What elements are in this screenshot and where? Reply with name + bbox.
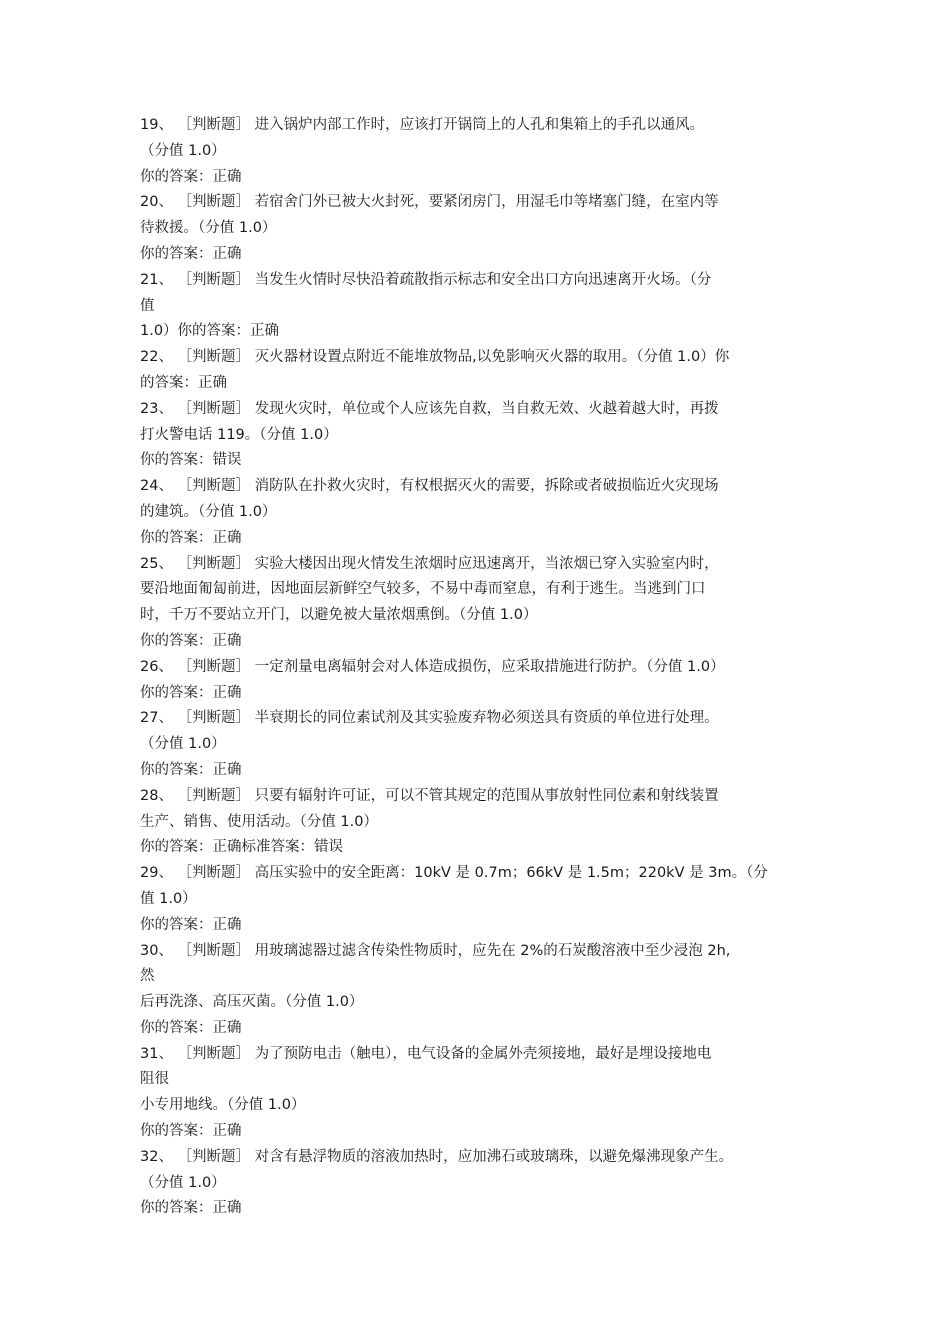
answer-line: 你的答案：正确 bbox=[140, 916, 242, 933]
text-line: 小专用地线。（分值 1.0） bbox=[140, 1097, 306, 1114]
text-line: 25、 ［判断题］ 实验大楼因出现火情发生浓烟时应迅速离开，当浓烟已穿入实验室内时， bbox=[140, 555, 719, 572]
answer-line: 你的答案：正确 bbox=[140, 684, 242, 701]
text-line: 31、 ［判断题］ 为了预防电击（触电），电气设备的金属外壳须接地，最好是埋设接地电 bbox=[140, 1045, 712, 1062]
answer-line: 的答案：正确 bbox=[140, 374, 227, 391]
text-line: 26、 ［判断题］ 一定剂量电离辐射会对人体造成损伤，应采取措施进行防护。（分值 1.0） bbox=[140, 658, 725, 675]
text-line: 的建筑。（分值 1.0） bbox=[140, 503, 277, 520]
answer-line: 你的答案：正确 bbox=[140, 761, 242, 778]
text-line: 32、 ［判断题］ 对含有悬浮物质的溶液加热时，应加沸石或玻璃珠，以避免爆沸现象产生。 bbox=[140, 1148, 734, 1165]
text-line: 24、 ［判断题］ 消防队在扑救火灾时，有权根据灭火的需要，拆除或者破损临近火灾现场 bbox=[140, 478, 719, 495]
text-line: 28、 ［判断题］ 只要有辐射许可证，可以不管其规定的范围从事放射性同位素和射线装置 bbox=[140, 787, 719, 804]
answer-line: 你的答案：正确标准答案：错误 bbox=[140, 839, 343, 856]
answer-line: 你的答案：正确 bbox=[140, 529, 242, 546]
text-line: 22、 ［判断题］ 灭火器材设置点附近不能堆放物品,以免影响灭火器的取用。（分值 1.0）你 bbox=[140, 349, 730, 366]
text-line: 29、 ［判断题］ 高压实验中的安全距离：10kV 是 0.7m；66kV 是 1.5m；220kV 是 3m。（分 bbox=[140, 865, 768, 882]
text-line: 值 1.0） bbox=[140, 890, 197, 907]
text-line: 待救援。（分值 1.0） bbox=[140, 220, 277, 237]
answer-line: 你的答案：正确 bbox=[140, 1019, 242, 1036]
text-line: 时，千万不要站立开门，以避免被大量浓烟熏倒。（分值 1.0） bbox=[140, 607, 538, 624]
text-line: 20、 ［判断题］ 若宿舍门外已被大火封死，要紧闭房门，用湿毛巾等堵塞门缝，在室内等 bbox=[140, 194, 719, 211]
text-line: （分值 1.0） bbox=[140, 142, 226, 159]
text-line: 21、 ［判断题］ 当发生火情时尽快沿着疏散指示标志和安全出口方向迅速离开火场。（分 bbox=[140, 271, 712, 288]
text-line: （分值 1.0） bbox=[140, 1174, 226, 1191]
answer-line: 你的答案：正确 bbox=[140, 1200, 242, 1217]
text-line: 然 bbox=[140, 968, 155, 985]
text-line: 19、 ［判断题］ 进入锅炉内部工作时，应该打开锅筒上的人孔和集箱上的手孔以通风。 bbox=[140, 117, 705, 133]
text-line: 生产、销售、使用活动。（分值 1.0） bbox=[140, 813, 378, 830]
text-line: 23、 ［判断题］ 发现火灾时，单位或个人应该先自救，当自救无效、火越着越大时，再拨 bbox=[140, 400, 719, 417]
answer-line: 1.0）你的答案：正确 bbox=[140, 323, 280, 340]
text-line: 要沿地面匍匐前进，因地面层新鲜空气较多，不易中毒而窒息，有利于逃生。当逃到门口 bbox=[140, 581, 706, 598]
answer-line: 你的答案：正确 bbox=[140, 1123, 242, 1140]
question-list bbox=[140, 113, 830, 1222]
text-line: 后再洗涤、高压灭菌。（分值 1.0） bbox=[140, 994, 364, 1011]
text-line: 27、 ［判断题］ 半衰期长的同位素试剂及其实验废弃物必须送具有资质的单位进行处理。 bbox=[140, 710, 719, 727]
text-line: （分值 1.0） bbox=[140, 736, 226, 753]
text-line: 值 bbox=[140, 297, 155, 314]
answer-line: 你的答案：正确 bbox=[140, 632, 242, 649]
answer-line: 你的答案：正确 bbox=[140, 168, 242, 185]
text-line: 阻很 bbox=[140, 1071, 169, 1088]
text-line: 30、 ［判断题］ 用玻璃滤器过滤含传染性物质时，应先在 2%的石炭酸溶液中至少浸泡 2h, bbox=[140, 942, 731, 959]
text-line: 打火警电话 119。（分值 1.0） bbox=[140, 426, 338, 443]
answer-line: 你的答案：错误 bbox=[140, 452, 242, 469]
answer-line: 你的答案：正确 bbox=[140, 245, 242, 262]
